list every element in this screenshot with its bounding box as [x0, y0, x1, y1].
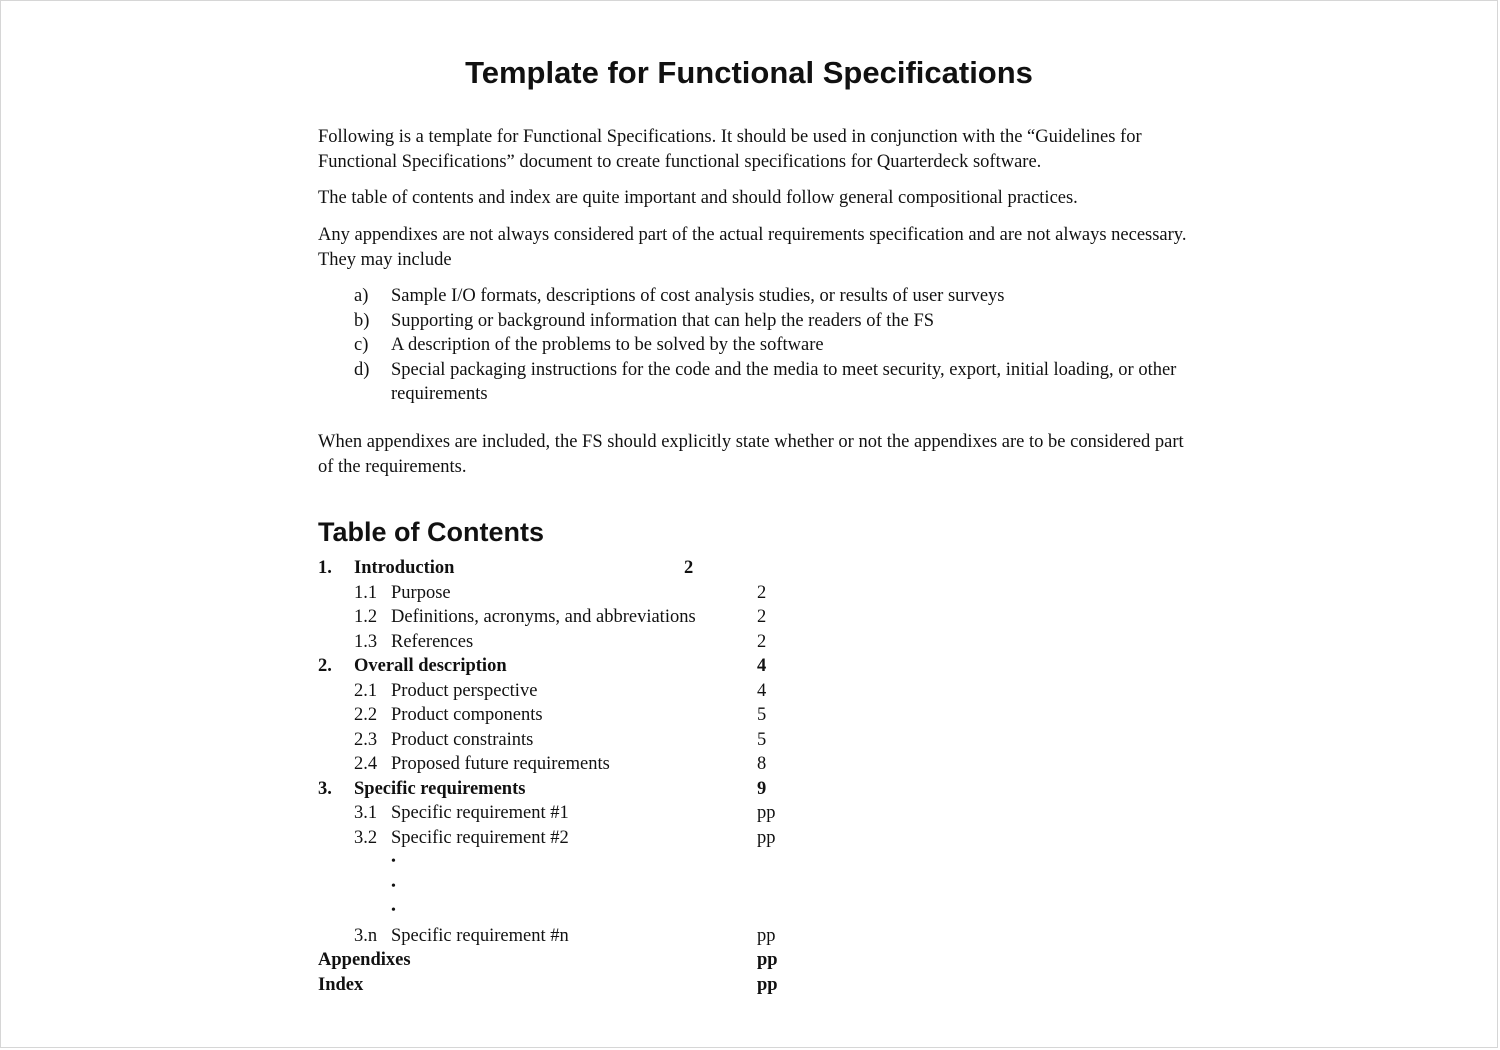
toc-item-number: 3.1 [354, 803, 378, 823]
toc-page-number: pp [757, 827, 776, 848]
toc-page-number: 2 [757, 631, 767, 652]
toc-heading: Table of Contents [318, 517, 544, 547]
toc-page-number: 4 [757, 680, 767, 701]
toc-index-row [318, 973, 838, 998]
toc-ellipsis-row [318, 899, 838, 924]
toc-item-number: 2.3 [354, 729, 378, 750]
toc-section-row [318, 654, 838, 679]
intro-paragraph: When appendixes are included, the FS should explicitly state whether or not the appendixes are to be considered part of the requirements. [318, 432, 1184, 477]
toc-item-number: 3.2 [354, 827, 378, 848]
toc-section-label: Overall description [354, 656, 507, 676]
toc-page-number: 8 [757, 754, 767, 774]
toc-index-label: Index [318, 974, 364, 995]
toc-section-label: Introduction [354, 558, 455, 578]
toc-item-row [318, 703, 838, 728]
intro-paragraph: Any appendixes are not always considered part of the actual requirements specification and are not always necessary. They may include [318, 225, 1187, 270]
bullet-icon: • [391, 854, 396, 869]
intro-paragraph: The table of contents and index are quite important and should follow general compositional practices. [318, 188, 1078, 208]
toc-item-row [318, 801, 838, 826]
toc-item-label: Specific requirement #1 [391, 803, 569, 823]
appendix-contents-list [318, 284, 1198, 407]
bullet-icon: • [391, 903, 396, 918]
toc-item-number: 1.3 [354, 631, 378, 652]
toc-page-number: 2 [757, 607, 767, 627]
toc-section-number: 2. [318, 656, 332, 676]
toc-page-number: 9 [757, 778, 767, 799]
toc-section-number: 3. [318, 778, 332, 799]
toc-item-label: Specific requirement #n [391, 925, 569, 946]
toc-item-number: 1.1 [354, 582, 378, 603]
list-marker: a) [354, 286, 369, 306]
toc-item-label: Definitions, acronyms, and abbreviations [391, 607, 696, 627]
toc-item-number: 1.2 [354, 607, 378, 627]
toc-item-label: Product perspective [391, 680, 538, 701]
toc-item-label: Product constraints [391, 729, 534, 750]
toc-section-row [318, 556, 838, 581]
list-item [318, 358, 1198, 407]
toc-item-label: Product components [391, 705, 543, 725]
list-item-text: Special packaging instructions for the code and the media to meet security, export, initial loading, or other requirements [391, 359, 1177, 404]
toc-item-row [318, 605, 838, 630]
toc-item-number: 2.2 [354, 705, 378, 725]
toc-item-label: References [391, 631, 474, 652]
toc-item-row [318, 679, 838, 704]
toc-item-label: Proposed future requirements [391, 754, 610, 774]
list-item [318, 284, 1198, 309]
toc-appendixes-row [318, 948, 838, 973]
toc-item-number: 2.1 [354, 680, 378, 701]
toc-ellipsis-row [318, 875, 838, 900]
list-item [318, 333, 1198, 358]
toc-page-number: 2 [757, 582, 767, 603]
list-marker: b) [354, 310, 370, 331]
toc-appendixes-label: Appendixes [318, 950, 411, 970]
toc-ellipsis-row [318, 850, 838, 875]
toc-page-number: pp [757, 925, 776, 946]
toc-item-label: Specific requirement #2 [391, 827, 569, 848]
list-marker: d) [354, 359, 370, 380]
list-item-text: Supporting or background information that can help the readers of the FS [391, 310, 935, 331]
intro-paragraph: Following is a template for Functional Specifications. It should be used in conjunction with the “Guidelines for Functional Specifications” document to create functional specifications for Quarterdeck software. [318, 127, 1142, 172]
table-of-contents [318, 556, 838, 997]
document-title: Template for Functional Specifications [465, 55, 1033, 90]
toc-page-number: 2 [684, 558, 694, 578]
toc-page-number: pp [757, 950, 778, 970]
toc-section-label: Specific requirements [354, 778, 526, 799]
toc-page-number: 5 [757, 729, 767, 750]
toc-item-row [318, 630, 838, 655]
toc-page-number: pp [757, 974, 778, 995]
list-marker: c) [354, 335, 369, 355]
toc-item-number: 2.4 [354, 754, 378, 774]
toc-section-row [318, 777, 838, 802]
toc-section-number: 1. [318, 558, 332, 578]
toc-item-row [318, 924, 838, 949]
toc-item-number: 3.n [354, 925, 378, 946]
list-item-text: A description of the problems to be solved by the software [391, 335, 824, 355]
list-item [318, 309, 1198, 334]
toc-page-number: 5 [757, 705, 767, 725]
toc-item-row [318, 581, 838, 606]
toc-page-number: 4 [757, 656, 767, 676]
toc-item-row [318, 728, 838, 753]
toc-item-row [318, 752, 838, 777]
toc-item-row [318, 826, 838, 851]
bullet-icon: • [391, 878, 396, 894]
toc-item-label: Purpose [391, 582, 451, 603]
toc-page-number: pp [757, 803, 776, 823]
list-item-text: Sample I/O formats, descriptions of cost analysis studies, or results of user surveys [391, 286, 1005, 306]
